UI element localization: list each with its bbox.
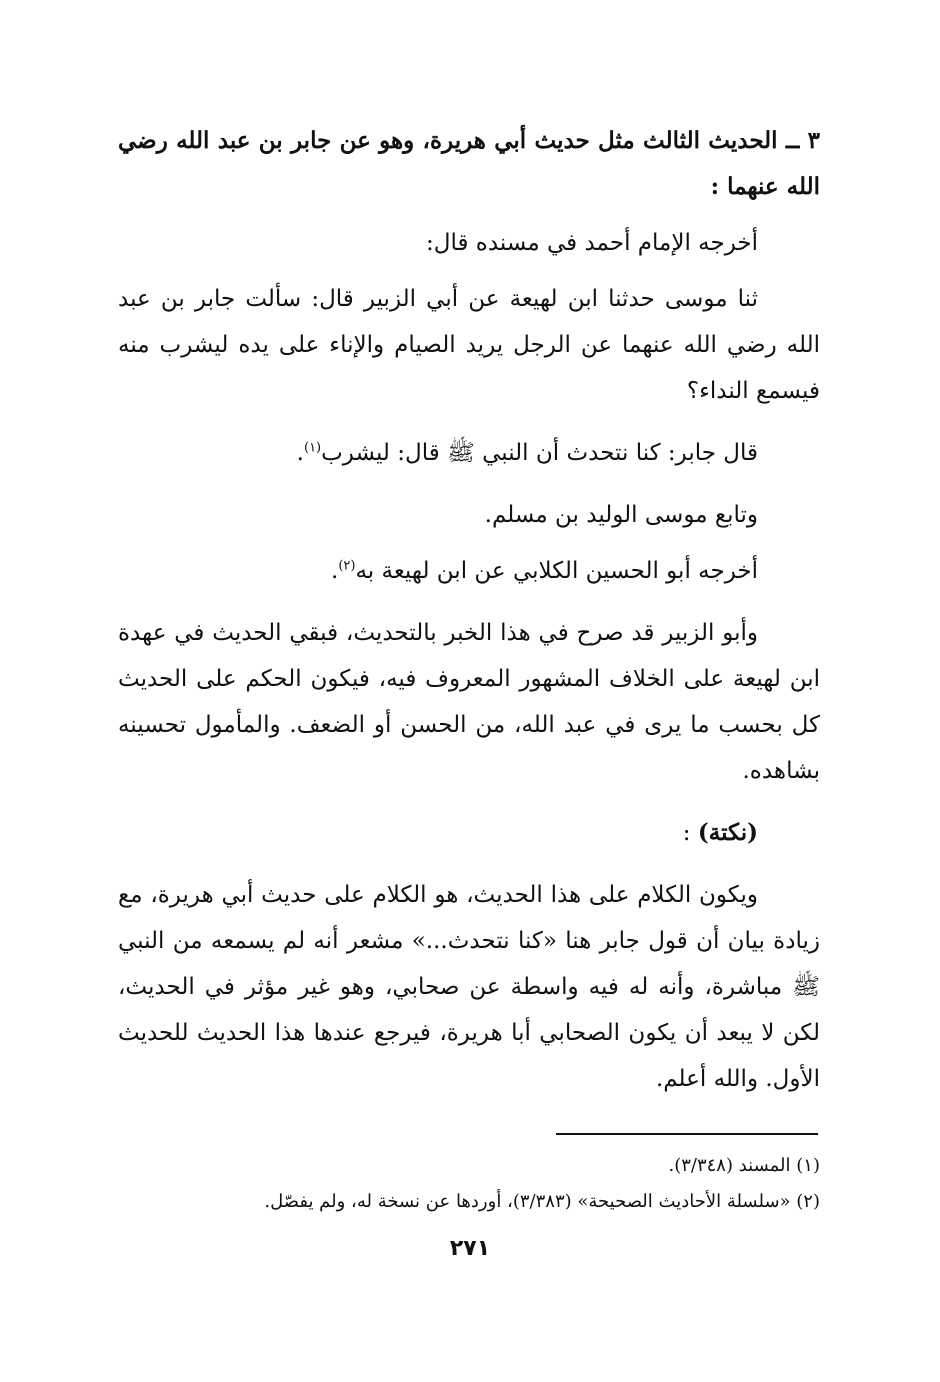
footnotes (118, 1148, 820, 1220)
footnote-2: (٢) «سلسلة الأحاديث الصحيحة» (٣/٣٨٣)، أوردها عن نسخة له، ولم يفصّل. (264, 1191, 820, 1212)
paragraph-4: وتابع موسى الوليد بن مسلم. (484, 502, 758, 528)
paragraph-5-text: أخرجه أبو الحسين الكلابي عن ابن لهيعة به (355, 558, 758, 584)
paragraph-5 (118, 548, 820, 594)
paragraph-3-end: . (296, 440, 304, 466)
paragraph-3-text: قال جابر: كنا نتحدث أن النبي ﷺ قال: ليشرب (321, 440, 758, 466)
footnote-1: (١) المسند (٣/٣٤٨). (668, 1155, 820, 1176)
paragraph-6: وأبو الزبير قد صرح في هذا الخبر بالتحديث، فبقي الحديث في عهدة ابن لهيعة على الخلاف المشهور المعروف فيه، فيكون الحكم على الحديث كل بحسب ما يرى في عبد الله، من الحسن أو الضعف. والمأمول تحسينه بشاهده. (118, 620, 820, 784)
footnote-ref-1: (١) (303, 440, 322, 456)
paragraph-2: ثنا موسى حدثنا ابن لهيعة عن أبي الزبير قال: سألت جابر بن عبد الله رضي الله عنهما عن الرجل يريد الصيام والإناء على يده ليشرب منه فيسمع النداء؟ (118, 286, 820, 404)
footnote-ref-2: (٢) (338, 558, 356, 574)
nukta-label: (نكتة) (697, 819, 758, 846)
section-heading: ٣ ــ الحديث الثالث مثل حديث أبي هريرة، وهو عن جابر بن عبد الله رضي الله عنهما : (118, 127, 820, 200)
page-number: ٢٧١ (449, 1236, 491, 1261)
paragraph-5-end: . (331, 558, 339, 584)
paragraph-1: أخرجه الإمام أحمد في مسنده قال: (426, 230, 758, 256)
nukta-colon: : (682, 820, 691, 846)
nukta-heading (118, 810, 820, 856)
footnote-divider (556, 1133, 818, 1135)
paragraph-7: ويكون الكلام على هذا الحديث، هو الكلام على حديث أبي هريرة، مع زيادة بيان أن قول جابر هنا «كنا نتحدث...» مشعر أنه لم يسمعه من النبي ﷺ مباشرة، وأنه له فيه واسطة عن صحابي، وهو غير مؤثر في الحديث، لكن لا يبعد أن يكون الصحابي أبا هريرة، فيرجع عندها هذا الحديث للحديث الأول. والله أعلم. (118, 882, 820, 1092)
paragraph-3 (118, 430, 820, 476)
main-text (118, 118, 820, 1102)
